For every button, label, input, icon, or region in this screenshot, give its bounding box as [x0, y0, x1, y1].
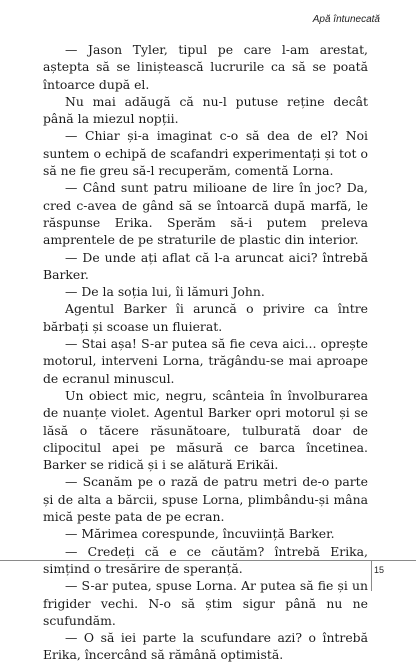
paragraph: — Scanăm pe o rază de patru metri de-o parte și de alta a bărcii, spuse Lorna, plimbându-și mâna mică peste pata de pe ecran. [43, 474, 368, 525]
paragraph: Un obiect mic, negru, scânteia în învolburarea de nuanțe violet. Agentul Barker opri motorul și se lăsă o tăcere răsunătoare, tulburată doar de clipocitul apei pe măsură ce barca încetinea. Barker se ridică și i se alătură Erikăi. [43, 387, 368, 473]
paragraph: — Chiar și-a imaginat c-o să dea de el? Noi suntem o echipă de scafandri experimentați și tot o să ne fie greu să-l recuperăm, comentă Lorna. [43, 128, 368, 179]
paragraph: — S-ar putea, spuse Lorna. Ar putea să fie și un frigider vechi. N-o să știm sigur până nu ne scufundăm. [43, 578, 368, 628]
paragraph: — De unde ați aflat că l-a aruncat aici? întrebă Barker. [43, 249, 368, 282]
paragraph: — De la soția lui, îi lămuri John. [65, 284, 265, 300]
paragraph: — Jason Tyler, tipul pe care l-am arestat, așteptа să se liniștească lucrurile ca să se poată întoarce după el. [43, 42, 368, 92]
paragraph: — Mărimea corespunde, încuviință Barker. [65, 526, 335, 542]
running-title: Apă întunecată [312, 14, 380, 25]
paragraph: — Stai așa! S-ar putea să fie ceva aici... oprește motorul, interveni Lorna, trăgându-se mai aproape de ecranul minuscul. [43, 336, 368, 386]
paragraph: — O să iei parte la scufundare azi? o întrebă Erika, încercând să rămână optimistă. [43, 630, 368, 663]
body-text [43, 41, 368, 664]
paragraph: Nu mai adăugă că nu-l putuse reține decât până la miezul nopții. [43, 93, 368, 127]
footer-rule [0, 560, 416, 561]
paragraph: — Când sunt patru milioane de lire în joc? Da, cred c-avea de gând să se întoarcă după marfă, le răspunse Erika. Sperăm să-i putem preleva amprentele de pe straturile de plastic din interior. [43, 180, 368, 248]
footer-divider [371, 560, 372, 591]
paragraph: Agentul Barker îi aruncă o privire ca între bărbați și scoase un fluierat. [43, 301, 368, 334]
page-number: 15 [373, 565, 384, 575]
paragraph: — Credeți că e ce căutăm? întrebă Erika, simțind o tresărire de speranță. [43, 543, 368, 576]
